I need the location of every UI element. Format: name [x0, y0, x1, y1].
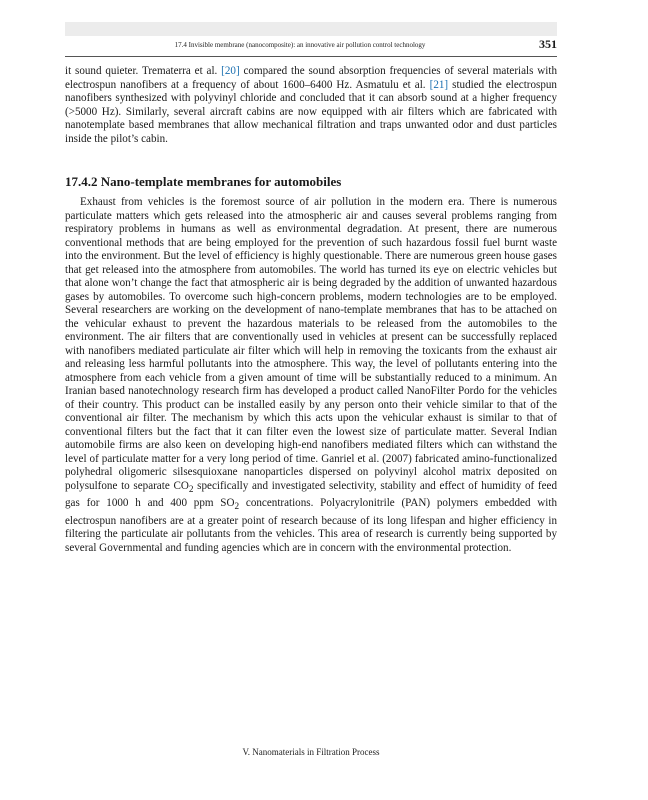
- page-footer: V. Nanomaterials in Filtration Process: [242, 747, 380, 757]
- intro-text-1: it sound quieter. Trematerra et al.: [65, 65, 222, 77]
- intro-text-3: studied the electrospun nanofibers synthesized with polyvinyl chloride and concluded that it can absorb sound at a higher frequency (>5000 Hz). Similarly, several aircraft cabins are now equipped with air filters which are fabricated with nanotemplate based membranes that allow mechanical filtration and traps unwanted odor and dust particles inside the pilot’s cabin.: [65, 78, 557, 145]
- page-content: [65, 65, 557, 555]
- section-heading: 17.4.2 Nano-template membranes for automobiles: [65, 174, 342, 189]
- section-text-3: concentrations. Polyacrylonitrile (PAN) polymers embedded with electrospun nanofibers are at a greater point of research because of its long lifespan and higher efficiency in filtering the particulate air pollutants from the vehicles. This area of research is currently being supported by several Governmental and funding agencies which are in concern with the environmental protection.: [65, 497, 557, 554]
- intro-text-2: compared the sound absorption frequencies of several materials with electrospun nanofibers at a frequency of about 1600–6400 Hz. Asmatulu et al.: [65, 65, 558, 91]
- intro-paragraph: [65, 65, 557, 146]
- co2-subscript: 2: [188, 484, 194, 495]
- citation-link-20[interactable]: [20]: [221, 65, 240, 77]
- running-header: [65, 36, 557, 57]
- page-number: 351: [539, 37, 557, 51]
- section-text-2: specifically and investigated selectivity, stability and effect of humidity of feed gas for 1000 h and 400 ppm SO: [65, 479, 557, 510]
- citation-link-21[interactable]: [21]: [429, 78, 449, 91]
- running-title: 17.4 Invisible membrane (nanocomposite): an innovative air pollution control technology: [174, 41, 426, 49]
- header-band: [65, 22, 557, 36]
- section-text-1: Exhaust from vehicles is the foremost source of air pollution in the modern era. There is numerous particulate matters which gets released into the atmospheric air and causes several problems ranging from respiratory problems in humans as well as environmental degradation. At present, there are numerous conventional methods that are being employed for the prevention of such hazardous fossil fuel burnt waste into the environment. But the level of efficiency is highly questionable. There are numerous green house gases that get released into the atmosphere from automobiles. The world has turned its eye on electric vehicles but that alone won’t change the fact that atmospheric air is being degraded by the addition of unwanted hazardous gases by automobiles. To overcome such high-concern problems, modern technologies are to be employed. Several researchers are working on the development of nano-template membranes that has to be attached on the vehicular exhaust to prevent the hazardous materials to be released from the automobiles to the environment. The air filters that are conventionally used in vehicles at present can be successfully replaced with nanofibers mediated particulate air filter which will help in removing the toxicants from the exhaust air and releasing less harmful pollutants into the atmosphere. This way, the level of pollutants entering into the atmosphere from each vehicle from a given amount of time will be substantially reduced to a minimum. An Iranian based nanotechnology research firm has developed a product called NanoFilter Pordo for the vehicles of their country. This product can be installed easily by any person onto their vehicle similar to that of the conventional air filter. The mechanism by which this acts upon the vehicular exhaust is similar to that of conventional filters but the fact that it can filter even the lowest size of particulate matter. Several Indian automobile firms are also keen on developing high-end nanofibers mediated filters which can withstand the level of particulate matter for a very long period of time. Ganriel et al. (2007) fabricated amino-functionalized polyhedral oligomeric silsesquioxane nanoparticles dispersed on polyvinyl alcohol matrix deposited on polysulfone to separate CO: [65, 196, 557, 492]
- so2-subscript: 2: [234, 502, 240, 513]
- section-paragraph: [65, 196, 557, 555]
